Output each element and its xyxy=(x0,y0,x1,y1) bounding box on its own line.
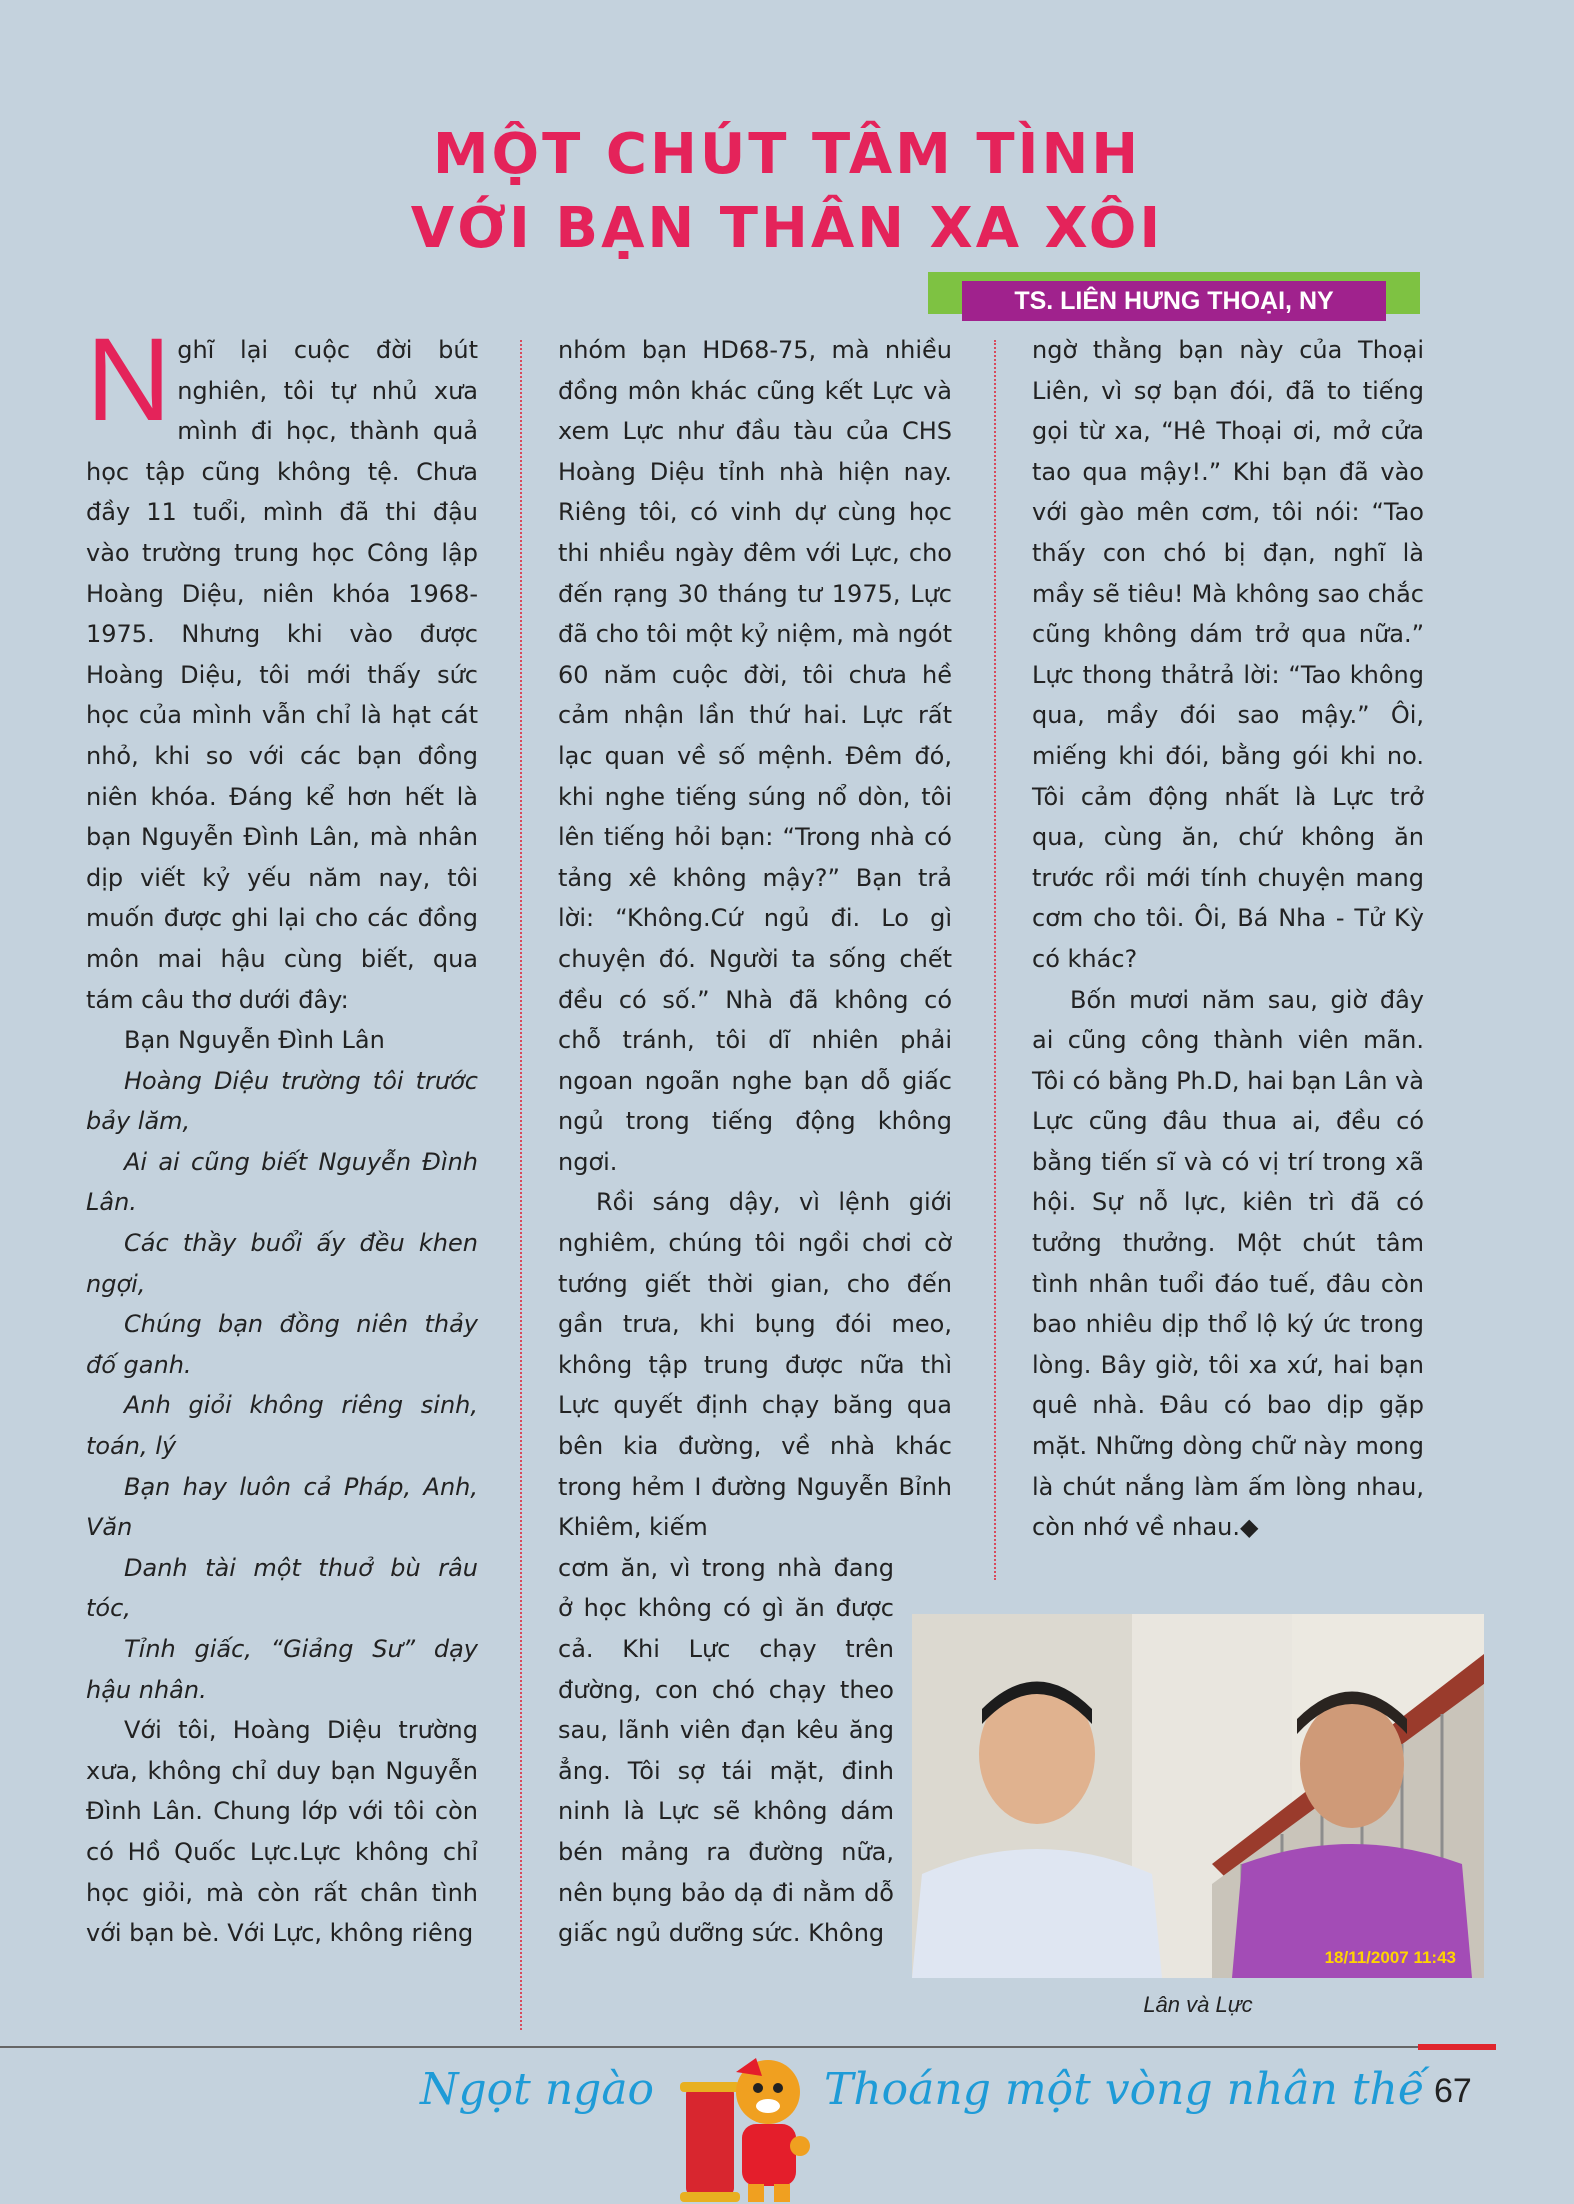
photo-timestamp: 18/11/2007 11:43 xyxy=(1324,1948,1456,1967)
article-title xyxy=(0,118,1574,266)
page-number: 67 xyxy=(1434,2072,1472,2110)
tiger-mascot-icon xyxy=(672,2046,822,2204)
poem-line: Chúng bạn đồng niên thảy đố ganh. xyxy=(86,1310,478,1379)
poem-line: Hoàng Diệu trường tôi trước bảy lăm, xyxy=(86,1066,478,1136)
column-divider xyxy=(994,340,996,1580)
photo-illustration xyxy=(912,1614,1484,1978)
column-2 xyxy=(558,330,952,1954)
paragraph: Với tôi, Hoàng Diệu trường xưa, không chỉ duy bạn Nguyễn Đình Lân. Chung lớp với tôi còn có Hồ Quốc Lực.Lực không chỉ học giỏi, mà còn rất chân tình với bạn bè. Với Lực, không riêng xyxy=(86,1716,478,1948)
paragraph: ghĩ lại cuộc đời bút nghiên, tôi tự nhủ xưa mình đi học, thành quả học tập cũng không tệ. Chưa đầy 11 tuổi, mình đã thi đậu vào trường trung học Công lập Hoàng Diệu, niên khóa 1968-1975. Nhưng khi vào được Hoàng Diệu, tôi mới thấy sức học của mình vẫn chỉ là hạt cát nhỏ, khi so với các bạn đồng niên khóa. Đáng kể hơn hết là bạn Nguyễn Đình Lân, mà nhân dịp viết kỷ yếu năm nay, tôi muốn được ghi lại cho các đồng môn mai hậu cùng biết, qua tám câu thơ dưới đây: xyxy=(86,336,478,1014)
poem-line: Tỉnh giấc, “Giảng Sư” dạy hậu nhân. xyxy=(86,1635,478,1704)
column-3 xyxy=(1032,330,1424,1548)
poem-line: Anh giỏi không riêng sinh, toán, lý xyxy=(86,1391,478,1461)
paragraph: cơm ăn, vì trong nhà đang ở học không có gì ăn được cả. Khi Lực chạy trên đường, con chó chạy theo sau, lãnh viên đạn kêu ăng ẳng. Tôi sợ tái mặt, đinh ninh là Lực sẽ không dám bén mảng ra đường nữa, nên bụng bảo dạ đi nằm dỗ giấc ngủ dưỡng sức. Không xyxy=(558,1553,894,1948)
photo xyxy=(912,1614,1484,1978)
author-byline: TS. LIÊN HƯNG THOẠI, NY xyxy=(962,281,1386,321)
photo-caption: Lân và Lực xyxy=(1143,1992,1253,2017)
footer-right-text: Thoáng một vòng nhân thế xyxy=(824,2064,1425,2115)
poem-line: Ai ai cũng biết Nguyễn Đình Lân. xyxy=(86,1147,478,1217)
paragraph: Bốn mươi năm sau, giờ đây ai cũng công thành viên mãn. Tôi có bằng Ph.D, hai bạn Lân và Lực cũng đâu thua ai, đều có bằng tiến sĩ và có vị trí trong xã hội. Sự nỗ lực, kiên trì đã có tưởng thưởng. Một chút tâm tình nhân tuổi đáo tuế, đâu còn bao nhiêu dịp thổ lộ ký ức trong lòng. Bây giờ, tôi xa xứ, hai bạn quê nhà. Đâu có bao dịp gặp mặt. Những dòng chữ này mong là chút nắng làm ấm lòng nhau, còn nhớ về nhau.◆ xyxy=(1032,985,1424,1542)
footer-left-text: Ngọt ngào xyxy=(420,2064,655,2115)
column-1 xyxy=(86,314,478,1954)
poem-line: Danh tài một thuở bù râu tóc, xyxy=(86,1553,478,1623)
paragraph: nhóm bạn HD68-75, mà nhiều đồng môn khác cũng kết Lực và xem Lực như đầu tàu của CHS Hoàng Diệu tỉnh nhà hiện nay. Riêng tôi, có vinh dự cùng học thi nhiều ngày đêm với Lực, cho đến rạng 30 tháng tư 1975, Lực đã cho tôi một kỷ niệm, mà ngót 60 năm cuộc đời, tôi chưa hề cảm nhận lần thứ hai. Lực rất lạc quan về số mệnh. Đêm đó, khi nghe tiếng súng nổ dòn, tôi lên tiếng hỏi bạn: “Trong nhà có tảng xê không mậy?” Bạn trả lời: “Không.Cứ ngủ đi. Lo gì chuyện đó. Người ta sống chết đều có số.” Nhà đã không có chỗ tránh, tôi dĩ nhiên phải ngoan ngoãn nghe bạn dỗ giấc ngủ trong tiếng động không ngơi. xyxy=(558,336,952,1176)
end-mark-icon: ◆ xyxy=(1240,1513,1259,1542)
poem-line: Bạn hay luôn cả Pháp, Anh, Văn xyxy=(86,1472,478,1542)
title-line-1: MỘT CHÚT TÂM TÌNH xyxy=(432,122,1142,187)
title-line-2: VỚI BẠN THÂN XA XÔI xyxy=(410,196,1164,261)
paragraph: Rồi sáng dậy, vì lệnh giới nghiêm, chúng tôi ngồi chơi cờ tướng giết thời gian, cho đến gần trưa, khi bụng đói meo, không tập trung được nữa thì Lực quyết định chạy băng qua bên kia đường, về nhà khác trong hẻm I đường Nguyễn Bỉnh Khiêm, kiếm xyxy=(558,1188,952,1542)
poem-line: Các thầy buổi ấy đều khen ngợi, xyxy=(86,1229,478,1298)
paragraph: ngờ thằng bạn này của Thoại Liên, vì sợ bạn đói, đã to tiếng gọi từ xa, “Hê Thoại ơi, mở cửa tao qua mậy!.” Khi bạn đã vào với gào mên cơm, tôi nói: “Tao thấy con chó bị đạn, nghĩ là mầy sẽ tiêu! Mà không sao chắc cũng không dám trở qua nữa.” Lực thong thảtrả lời: “Tao không qua, mầy đói sao mậy.” Ôi, miếng khi đói, bằng gói khi no. Tôi cảm động nhất là Lực trở qua, cùng ăn, chứ không ăn trước rồi mới tính chuyện mang cơm cho tôi. Ôi, Bá Nha - Tử Kỳ có khác? xyxy=(1032,336,1424,973)
column-divider xyxy=(520,340,522,2030)
drop-cap: N xyxy=(86,314,172,446)
footer-accent xyxy=(1418,2044,1496,2050)
poem-title: Bạn Nguyễn Đình Lân xyxy=(124,1026,385,1055)
